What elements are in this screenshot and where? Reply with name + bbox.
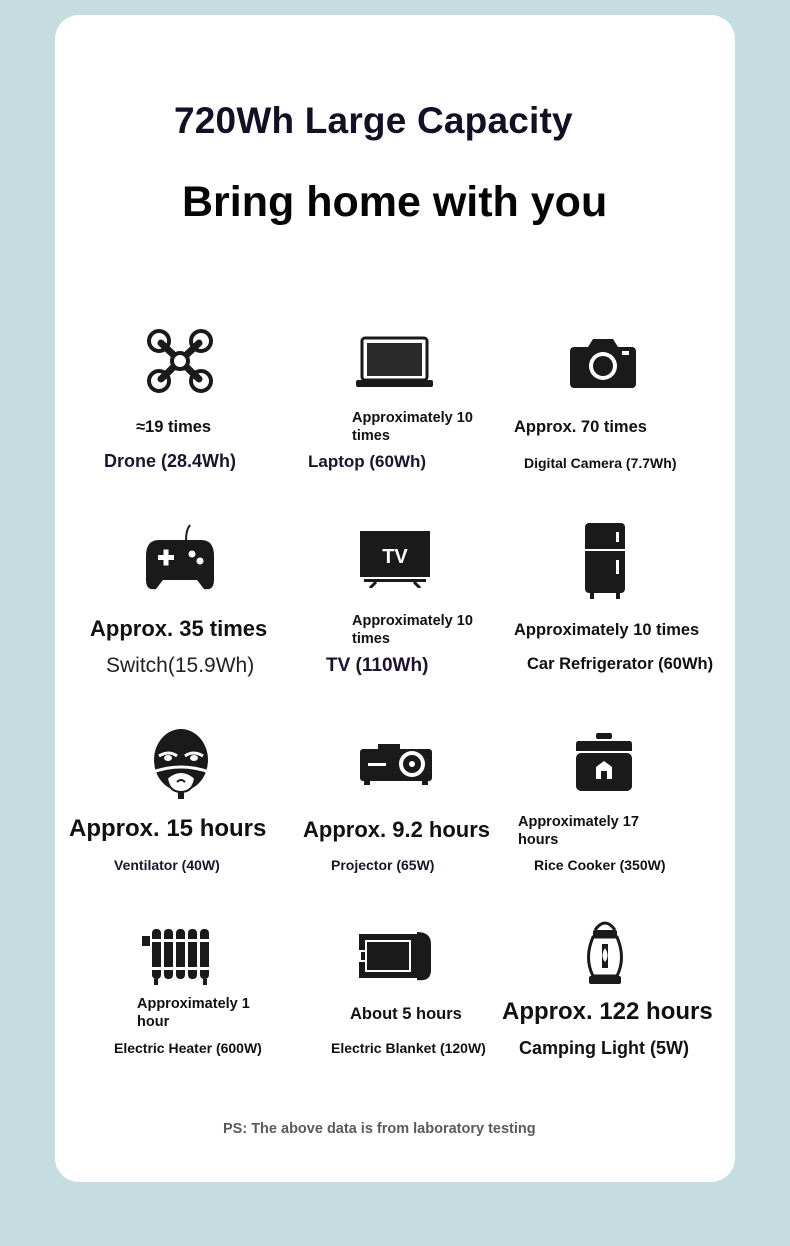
camera-label: Digital Camera (7.7Wh) <box>524 455 677 471</box>
tv-icon <box>360 531 430 588</box>
ventilator-icon <box>149 726 213 800</box>
drone-runtime: ≈19 times <box>136 418 212 436</box>
drone-icon <box>145 327 215 395</box>
rice-cooker-label: Rice Cooker (350W) <box>534 857 666 873</box>
blanket-label: Electric Blanket (120W) <box>331 1040 486 1056</box>
projector-icon <box>360 739 432 785</box>
headline-tagline: Bring home with you <box>182 178 608 226</box>
switch-label: Switch(15.9Wh) <box>106 654 255 677</box>
camera-runtime: Approx. 70 times <box>514 418 647 436</box>
tv-runtime: Approximately 10 times <box>352 613 473 647</box>
refrigerator-icon <box>584 522 626 600</box>
laptop-label: Laptop (60Wh) <box>308 452 427 471</box>
laptop-icon <box>356 336 433 388</box>
heater-icon <box>142 927 220 985</box>
projector-label: Projector (65W) <box>331 857 435 873</box>
gamepad-icon <box>145 522 215 592</box>
ventilator-label: Ventilator (40W) <box>114 857 220 873</box>
headline-capacity: 720Wh Large Capacity <box>174 100 573 141</box>
lantern-runtime: Approx. 122 hours <box>502 998 713 1025</box>
camera-icon <box>570 335 636 388</box>
blanket-runtime: About 5 hours <box>350 1005 462 1023</box>
footnote: PS: The above data is from laboratory testing <box>223 1121 536 1137</box>
refrigerator-runtime: Approximately 10 times <box>514 621 700 639</box>
projector-runtime: Approx. 9.2 hours <box>303 817 491 842</box>
heater-runtime: Approximately 1 hour <box>137 996 250 1030</box>
lantern-label: Camping Light (5W) <box>519 1038 689 1058</box>
refrigerator-label: Car Refrigerator (60Wh) <box>527 655 714 673</box>
lantern-icon <box>584 918 626 986</box>
rice-cooker-runtime: Approximately 17 hours <box>518 814 639 848</box>
rice-cooker-icon <box>574 733 634 793</box>
drone-label: Drone (28.4Wh) <box>104 451 237 471</box>
ventilator-runtime: Approx. 15 hours <box>69 815 267 842</box>
laptop-runtime: Approximately 10 times <box>352 410 473 444</box>
heater-label: Electric Heater (600W) <box>114 1040 262 1056</box>
electric-blanket-icon <box>359 930 431 982</box>
switch-runtime: Approx. 35 times <box>90 616 268 641</box>
tv-label: TV (110Wh) <box>326 655 429 676</box>
tv-screen-text: TV <box>382 546 408 568</box>
